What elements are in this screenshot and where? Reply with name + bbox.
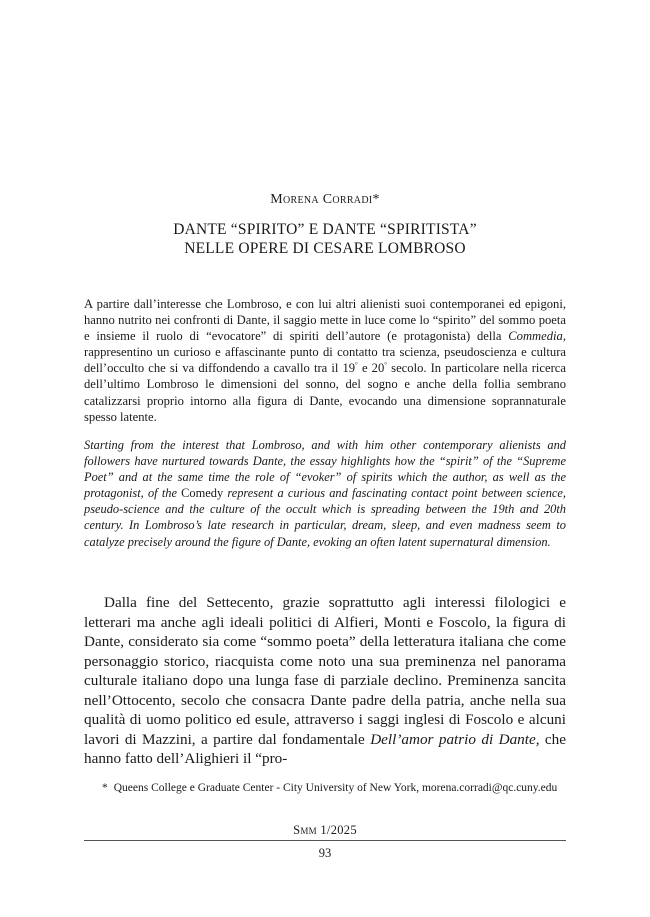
footer-divider [84,840,566,841]
abstract-italian: A partire dall’interesse che Lombroso, e con lui altri alienisti suoi contemporanei ed epigoni, hanno nutrito nei confronti di Dante, il saggio mette in luce come lo “spirito” del sommo poeta e insieme il ruolo di “evocatore” di spiriti dell’autore (e protagonista) della Commedia, rappresentino un curioso e affascinante punto di contatto tra scienza, pseudoscienza e cultura dell’occulto che si va diffondendo a cavallo tra il 19° e 20° secolo. In particolare nella ricerca dell’ultimo Lombroso le dimensioni del sonno, del sogno e anche della follia sembrano catalizzarsi proprio intorno alla figura di Dante, evocando una dimensione soprannaturale spesso latente. [84,297,566,424]
author-text: Morena Corradi [270,192,373,207]
journal-issue-number: 1/2025 [316,823,357,837]
article-title [0,220,650,258]
page-number: 93 [318,846,332,860]
work-title: Dell’amor patrio di Dante, [370,730,540,748]
footnote [84,780,566,796]
work-title: Commedia [508,329,563,344]
author-name [0,192,650,208]
title-line-1: DANTE “SPIRITO” E DANTE “SPIRITISTA” [173,221,477,238]
work-title: Comedy [181,486,224,501]
title-line-2: NELLE OPERE DI CESARE LOMBROSO [184,240,466,257]
footnote-text: Queens College e Graduate Center - City University of New York, morena.corradi@qc.cuny.edu [113,782,558,794]
body-paragraph: Dalla fine del Settecento, grazie soprattutto agli interessi filologici e letterari ma anche agli ideali politici di Alfieri, Monti e Foscolo, la figura di Dante, considerato sia come “sommo poeta” della letteratura italiana che come personaggio storico, riacquista come noto una sua preminenza nel panorama culturale italiano dopo una lunga fase di parziale declino. Preminenza sancita nell’Ottocento, secolo che consacra Dante padre della patria, anche nella sua qualità di uomo politico ed esule, attraverso i saggi inglesi di Foscolo e alcuni lavori di Mazzini, a partire dal fondamentale Dell’amor patrio di Dante, che hanno fatto dell’Alighieri il “pro- [84,594,567,767]
footnote-mark: * [102,782,108,794]
abstract-english: Starting from the interest that Lombroso, and with him other contemporary alienists and followers have nurtured towards Dante, the essay highlights how the “spirit” of the “Supreme Poet” and at the same time the role of “evoker” of spirits which the author, as well as the protagonist, of the Comedy represent a curious and fascinating contact point between science, pseudo-science and the culture of the occult which is spreading between the 19th and 20th century. In Lombroso’s late research in particular, dream, sleep, and even madness seem to catalyze precisely around the figure of Dante, evoking an often latent supernatural dimension. [84,438,566,549]
journal-name: Smm [293,823,317,837]
journal-issue [0,823,650,838]
author-footnote-mark: * [372,192,380,207]
